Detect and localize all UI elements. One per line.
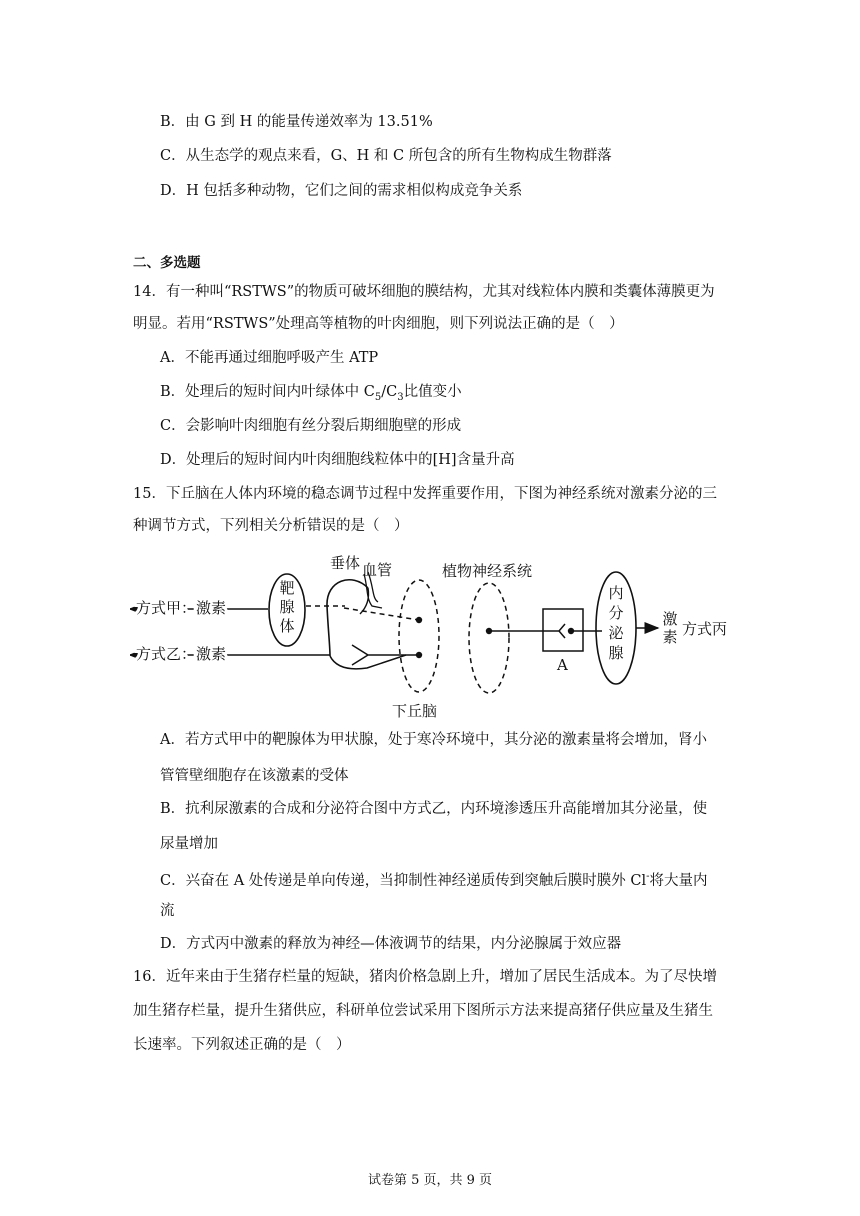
hypothalamus-neuron-dot-2 — [416, 652, 422, 658]
q14-stem-line2: 明显。若用“RSTWS”处理高等植物的叶肉细胞，则下列说法正确的是（ ） — [133, 316, 624, 332]
q14-stem-line1: 14．有一种叫“RSTWS”的物质可破坏细胞的膜结构，尤其对线粒体内膜和类囊体薄膜更为 — [133, 284, 715, 300]
hypothalamus-label: 下丘脑 — [392, 702, 438, 720]
q14-option-b: B．处理后的短时间内叶绿体中 $C_5/C_3$比值变小 — [160, 384, 462, 403]
q15-option-a-line2: 管管壁细胞存在该激素的受体 — [160, 768, 349, 784]
q15-option-b-line1: B．抗利尿激素的合成和分泌符合图中方式乙，内环境渗透压升高能增加其分泌量，使 — [160, 801, 708, 817]
q15-stem-line1: 15．下丘脑在人体内环境的稳态调节过程中发挥重要作用，下图为神经系统对激素分泌的三 — [133, 486, 717, 502]
vessel-label: 血管 — [362, 561, 393, 579]
target-gland-char-1: 靶 — [279, 579, 295, 597]
q16-stem-line2: 加生猪存栏量，提升生猪供应，科研单位尝试采用下图所示方法来提高猪仔供应量及生猪生 — [133, 1003, 713, 1019]
dashed-link-hypothalamus — [344, 608, 419, 620]
synapse-a-box — [543, 609, 583, 651]
q15-option-a-line1: A．若方式甲中的靶腺体为甲状腺，处于寒冷环境中，其分泌的激素量将会增加，肾小 — [160, 732, 707, 748]
q15-option-d: D．方式丙中激素的释放为神经—体液调节的结果，内分泌腺属于效应器 — [160, 936, 622, 952]
q13-option-c: C．从生态学的观点来看，G、H 和 C 所包含的所有生物构成生物群落 — [160, 148, 612, 164]
synapse-a-fork — [551, 624, 565, 638]
q13-option-b: B．由 G 到 H 的能量传递效率为 13.51% — [160, 114, 433, 130]
q14-option-d: D．处理后的短时间内叶肉细胞线粒体中的[H]含量升高 — [160, 452, 515, 468]
target-gland-char-2: 腺 — [279, 598, 295, 616]
q14-option-c: C．会影响叶肉细胞有丝分裂后期细胞壁的形成 — [160, 418, 462, 434]
way-a-label: 方式甲：激素 — [136, 599, 227, 617]
autonomic-label: 植物神经系统 — [442, 562, 533, 580]
section-title: 二、多选题 — [133, 255, 201, 271]
q15-option-c-line2: 流 — [160, 903, 175, 919]
pituitary-shape — [327, 580, 368, 656]
autonomic-shape — [469, 583, 509, 693]
q14-option-a: A．不能再通过细胞呼吸产生 ATP — [160, 350, 379, 366]
q13-option-d: D．H 包括多种动物，它们之间的需求相似构成竞争关系 — [160, 183, 523, 199]
endocrine-char-3: 泌 — [608, 624, 624, 642]
endocrine-char-1: 内 — [608, 584, 624, 602]
q15-option-b-line2: 尿量增加 — [160, 836, 218, 852]
page-footer: 试卷第 5 页，共 9 页 — [367, 1173, 493, 1188]
q15-option-c-line1: C．兴奋在 A 处传递是单向传递，当抑制性神经递质传到突触后膜时膜外 Cl-将大量内 — [160, 871, 708, 889]
q16-stem-line1: 16．近年来由于生猪存栏量的短缺，猪肉价格急剧上升，增加了居民生活成本。为了尽快增 — [133, 969, 717, 985]
q16-stem-line3: 长速率。下列叙述正确的是（ ） — [133, 1037, 351, 1053]
pituitary-stalk — [330, 655, 406, 669]
synapse-a-label: A — [557, 656, 568, 674]
endocrine-char-4: 腺 — [608, 644, 624, 662]
target-gland-char-3: 体 — [279, 617, 295, 635]
way-b-label: 方式乙：激素 — [136, 645, 227, 663]
way-c-label: 方式丙 — [682, 620, 728, 638]
hormone-char-1: 激 — [662, 610, 678, 628]
hormone-regulation-diagram — [130, 548, 740, 724]
hypothalamus-neuron-dot-1 — [416, 617, 422, 623]
endocrine-char-2: 分 — [608, 604, 624, 622]
pituitary-label: 垂体 — [330, 554, 361, 572]
hormone-char-2: 素 — [662, 628, 678, 646]
hypothalamus-shape — [399, 580, 439, 692]
q15-stem-line2: 种调节方式，下列相关分析错误的是（ ） — [133, 518, 409, 534]
